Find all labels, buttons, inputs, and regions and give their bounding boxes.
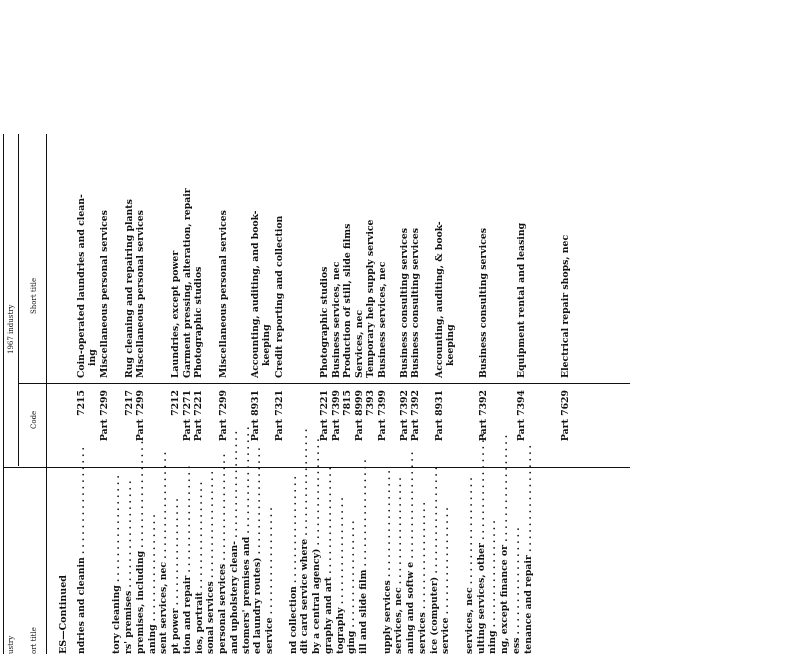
short-title: Equipment rental and leasing bbox=[516, 222, 527, 378]
short-title: Miscellaneous personal services bbox=[135, 210, 146, 378]
left-row-label: upply services . . . . . . . . . . . . . . . . . bbox=[381, 470, 393, 654]
short-title: Rug cleaning and repairing plants bbox=[124, 199, 135, 378]
short-title-column-header: Short title bbox=[30, 277, 38, 314]
sic-code: Part 8999 bbox=[354, 390, 365, 442]
short-title: Garment pressing, alteration, repair bbox=[182, 188, 193, 378]
left-row-label: ulting services, other . . . . . . . . . . . . . . . . . bbox=[475, 433, 487, 654]
sic-code: Part 7392 bbox=[399, 390, 410, 442]
short-title: Services, nec bbox=[354, 309, 365, 378]
left-row-label: ning . . . . . . . . . . . . . . . . . bbox=[487, 520, 499, 654]
sic-code: Part 7221 bbox=[193, 390, 204, 442]
left-row-label: aning . . . . . . . . . . . . . . . . . bbox=[146, 514, 158, 654]
sic-code: Part 7392 bbox=[478, 390, 489, 442]
sic-code: 7393 bbox=[365, 390, 376, 416]
group-header-rule bbox=[18, 134, 19, 466]
short-title: Accounting, auditing, and book- bbox=[250, 210, 261, 378]
left-column-header: ustry bbox=[7, 635, 15, 654]
short-title: Coin-operated laundries and clean- bbox=[76, 194, 87, 378]
left-row-label: ndries and cleanin . . . . . . . . . . . . . . . . . bbox=[76, 447, 87, 654]
code-column-header: Code bbox=[30, 410, 38, 429]
short-title: Miscellaneous personal services bbox=[99, 210, 110, 378]
short-title: Accounting, auditing, & book- bbox=[434, 221, 445, 378]
short-title: Credit reporting and collection bbox=[274, 215, 285, 378]
rotated-table-page bbox=[0, 134, 630, 654]
left-row-label: ess . . . . . . . . . . . . . . . . . bbox=[510, 527, 522, 654]
short-title: Electrical repair shops, nec bbox=[560, 234, 571, 378]
left-row-label: tion and repair . . . . . . . . . . . . . . . . . bbox=[181, 465, 193, 654]
sic-code: 7217 bbox=[124, 390, 135, 416]
header-bottom-rule bbox=[46, 134, 47, 654]
left-row-label: pt power . . . . . . . . . . . . . . . . . bbox=[170, 498, 181, 654]
left-row-label: service . . . . . . . . . . . . . . . . . bbox=[264, 507, 275, 654]
section-label: ES—Continued bbox=[58, 575, 69, 654]
sic-code: Part 7221 bbox=[319, 390, 330, 442]
left-row-label: and upholstery clean- . . . . . . . . . . . . . . . . . bbox=[228, 430, 240, 654]
left-column-subheader: ort title bbox=[30, 627, 38, 654]
left-row-label: ice (computer) . . . . . . . . . . . . . . . . . bbox=[428, 466, 440, 654]
short-title: Production of still, slide films bbox=[342, 223, 353, 378]
short-title: Miscellaneous personal services bbox=[218, 210, 229, 378]
group-column-header: 1967 industry bbox=[7, 304, 15, 354]
left-row-label: ill and slide film . . . . . . . . . . . . . . . . . bbox=[358, 459, 369, 654]
short-title: Business consulting services bbox=[478, 227, 489, 378]
sic-code: Part 8931 bbox=[434, 390, 445, 442]
left-row-label: ios, portrait . . . . . . . . . . . . . . . . . bbox=[193, 481, 205, 654]
left-row-label: graphy and art . . . . . . . . . . . . . . . . . bbox=[322, 466, 334, 654]
short-title: ing bbox=[87, 349, 98, 366]
short-title: keeping bbox=[261, 324, 272, 366]
short-title: Business services, nec bbox=[377, 261, 388, 378]
left-row-label: aning and softw e . . . . . . . . . . . . . . . . . bbox=[405, 451, 416, 654]
sic-code: Part 7299 bbox=[135, 390, 146, 442]
sic-code: Part 8931 bbox=[250, 390, 261, 442]
left-row-label: tenance and repair . . . . . . . . . . . . . . . . . bbox=[522, 445, 534, 654]
left-row-label: nd collection . . . . . . . . . . . . . . . . . bbox=[287, 476, 299, 654]
left-row-label: sonal services . . . . . . . . . . . . . . . . . bbox=[205, 471, 217, 654]
left-row-label: services . . . . . . . . . . . . . . . . . bbox=[416, 502, 428, 654]
sic-code: Part 7271 bbox=[182, 390, 193, 442]
short-title: Temporary help supply service bbox=[365, 219, 376, 378]
left-row-label: services, nec . . . . . . . . . . . . . . . . . bbox=[393, 477, 405, 654]
sic-code: Part 7399 bbox=[331, 390, 342, 442]
left-row-label: stomers' premises and . . . . . . . . . . . . . . . . . bbox=[240, 426, 252, 654]
sic-code: 7215 bbox=[76, 390, 87, 416]
left-row-label: ging . . . . . . . . . . . . . . . . . bbox=[346, 520, 358, 654]
left-row-label: sent services, nec . . . . . . . . . . . . . . . . . bbox=[158, 451, 170, 654]
left-row-label: rs' premises . . . . . . . . . . . . . . . . . bbox=[123, 480, 134, 654]
left-row-label: tory cleaning . . . . . . . . . . . . . . . . . bbox=[111, 475, 123, 654]
sic-code: Part 7399 bbox=[377, 390, 388, 442]
sic-code: 7815 bbox=[342, 390, 353, 416]
short-title: keeping bbox=[445, 324, 456, 366]
left-row-label: dit card service where . . . . . . . . . . . . . . . . . bbox=[299, 428, 311, 654]
sic-code: 7212 bbox=[170, 390, 181, 416]
left-row-label: ng, except finance or . . . . . . . . . . . . . . . . . bbox=[499, 434, 510, 654]
sic-code: Part 7392 bbox=[410, 390, 421, 442]
left-row-label: ed laundry routes) . . . . . . . . . . . . . . . . . bbox=[252, 447, 264, 654]
left-row-label: personal services . . . . . . . . . . . . . . . . . bbox=[217, 453, 228, 654]
short-title: Photographic studios bbox=[319, 266, 330, 378]
left-row-label: services, nec . . . . . . . . . . . . . . . . . bbox=[463, 477, 475, 654]
left-row-label: service . . . . . . . . . . . . . . . . . bbox=[440, 507, 452, 654]
short-title: Business consulting services bbox=[410, 227, 421, 378]
left-row-label: premises, including . . . . . . . . . . . . . . . . . bbox=[134, 440, 146, 654]
left-row-label: tography . . . . . . . . . . . . . . . . . bbox=[334, 497, 346, 654]
sic-code: Part 7394 bbox=[516, 390, 527, 442]
sic-code: Part 7299 bbox=[218, 390, 229, 442]
sic-code: Part 7321 bbox=[274, 390, 285, 442]
code-column-divider bbox=[18, 383, 630, 384]
short-title: Laundries, except power bbox=[170, 250, 181, 378]
short-title: Business services, nec bbox=[331, 261, 342, 378]
short-title: Business consulting services bbox=[399, 227, 410, 378]
sic-code: Part 7299 bbox=[99, 390, 110, 442]
short-title: Photographic studios bbox=[193, 266, 204, 378]
table-top-rule bbox=[3, 134, 4, 654]
sic-code: Part 7629 bbox=[560, 390, 571, 442]
left-row-label: by a central agency) . . . . . . . . . . . . . . . . . bbox=[311, 438, 322, 654]
